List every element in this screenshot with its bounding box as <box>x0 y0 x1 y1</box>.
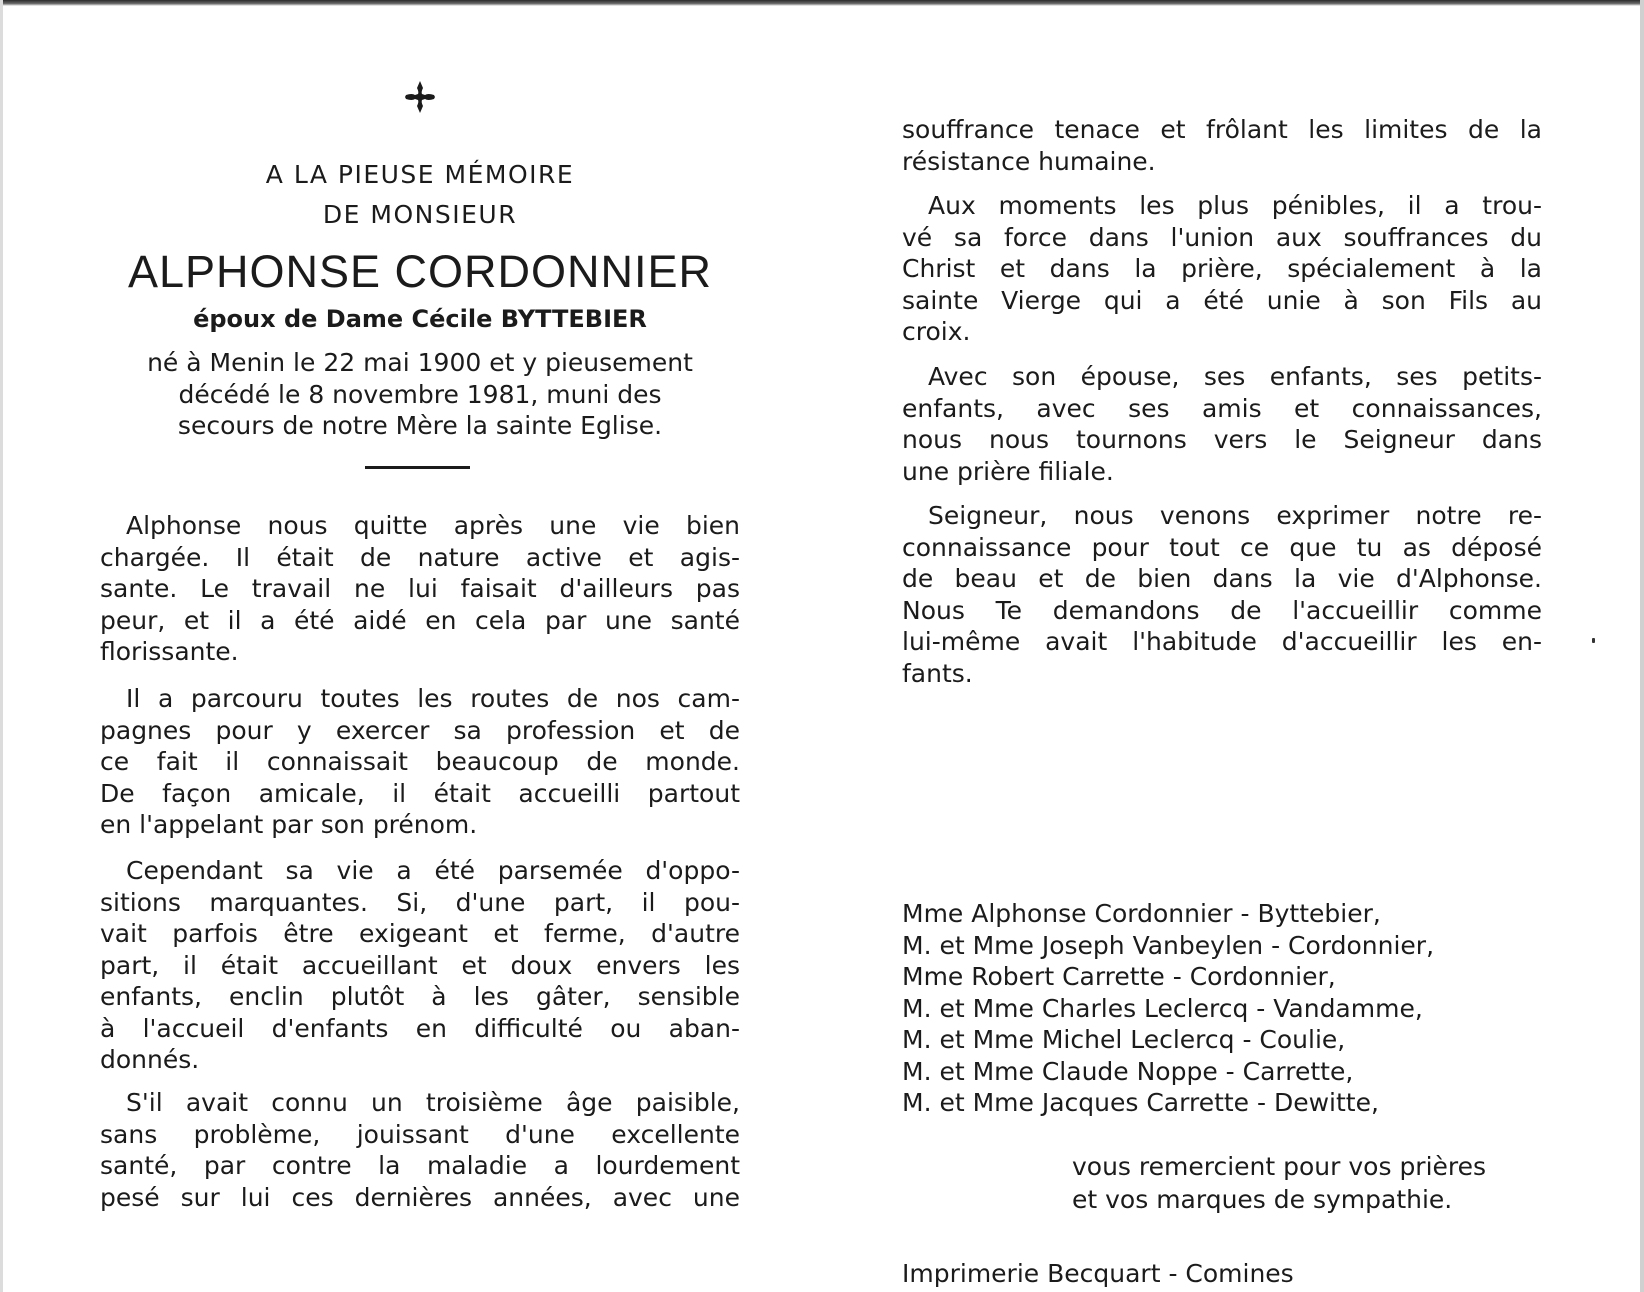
divider <box>365 466 470 469</box>
card-left-edge <box>0 0 3 1292</box>
text-line: nous nous tournons vers le Seigneur dans <box>902 425 1542 454</box>
family-member: M. et Mme Joseph Vanbeylen - Cordonnier, <box>902 930 1435 960</box>
text-line: Avec son épouse, ses enfants, ses petits- <box>928 362 1542 391</box>
text-line: vé sa force dans l'union aux souffrances du <box>902 222 1542 252</box>
text-line: donnés. <box>100 1045 200 1074</box>
text-line: sans problème, jouissant d'une excellente <box>100 1119 740 1149</box>
text-line: santé, par contre la maladie a lourdement <box>100 1151 740 1180</box>
paragraph <box>902 361 1542 487</box>
text-line: en l'appelant par son prénom. <box>100 810 478 839</box>
text-line: fants. <box>902 658 973 688</box>
text-line: peur, et il a été aidé en cela par une santé <box>100 605 740 635</box>
text-line: vait parfois être exigeant et ferme, d'autre <box>100 919 740 948</box>
text-line: une prière filiale. <box>902 456 1114 486</box>
family-member: M. et Mme Charles Leclercq - Vandamme, <box>902 993 1423 1023</box>
text-line: ce fait il connaissait beaucoup de monde. <box>100 747 740 776</box>
text-line: enfants, avec ses amis et connaissances, <box>902 393 1542 423</box>
family-member: M. et Mme Michel Leclercq - Coulie, <box>902 1025 1346 1054</box>
printer-credit: Imprimerie Becquart - Comines <box>902 1259 1294 1288</box>
spouse-line: époux de Dame Cécile BYTTEBIER <box>193 305 647 333</box>
text-line: sante. Le travail ne lui faisait d'ailleurs pas <box>100 574 740 603</box>
family-member: M. et Mme Jacques Carrette - Dewitte, <box>902 1088 1379 1117</box>
paragraph <box>100 855 740 1076</box>
family-member: Mme Robert Carrette - Cordonnier, <box>902 962 1336 991</box>
paragraph <box>902 190 1542 348</box>
family-member: M. et Mme Claude Noppe - Carrette, <box>902 1056 1354 1086</box>
text-line: vous remercient pour vos prières <box>1072 1152 1487 1181</box>
paragraph <box>902 500 1542 689</box>
text-line: Nous Te demandons de l'accueillir comme <box>902 595 1542 625</box>
text-line: Aux moments les plus pénibles, il a trou- <box>928 191 1542 220</box>
memorial-subheading: DE MONSIEUR <box>322 200 518 229</box>
right-page <box>902 0 1542 1292</box>
cross-icon <box>100 80 740 121</box>
text-line: sainte Vierge qui a été unie à son Fils au <box>902 285 1542 315</box>
text-line: et vos marques de sympathie. <box>1072 1185 1453 1214</box>
text-line: souffrance tenace et frôlant les limites de la <box>902 115 1542 144</box>
text-line: enfants, enclin plutôt à les gâter, sensible <box>100 982 740 1011</box>
text-line: croix. <box>902 317 971 346</box>
card-right-edge <box>1640 0 1644 1292</box>
memorial-heading: A LA PIEUSE MÉMOIRE <box>265 160 575 189</box>
text-line: de beau et de bien dans la vie d'Alphonse. <box>902 564 1542 593</box>
text-line: Cependant sa vie a été parsemée d'oppo- <box>126 856 740 885</box>
text-line: lui-même avait l'habitude d'accueillir les en- <box>902 627 1542 656</box>
thanks-note <box>1072 1150 1486 1216</box>
text-line: Il a parcouru toutes les routes de nos cam- <box>126 684 740 713</box>
paragraph <box>902 114 1542 177</box>
deceased-name: ALPHONSE CORDONNIER <box>127 246 713 297</box>
text-line: pagnes pour y exercer sa profession et de <box>100 715 740 745</box>
text-line: décédé le 8 novembre 1981, muni des <box>178 379 662 409</box>
text-line: connaissance pour tout ce que tu as déposé <box>902 532 1542 562</box>
text-line: pesé sur lui ces dernières années, avec une <box>100 1182 740 1212</box>
text-line: Alphonse nous quitte après une vie bien <box>126 511 740 540</box>
paragraph <box>100 683 740 841</box>
text-line: florissante. <box>100 637 239 666</box>
text-line: sitions marquantes. Si, d'une part, il pou- <box>100 887 740 917</box>
paragraph <box>100 1087 740 1213</box>
text-line: né à Menin le 22 mai 1900 et y pieusement <box>147 348 693 377</box>
text-line: à l'accueil d'enfants en difficulté ou aban- <box>100 1013 740 1043</box>
text-line: Christ et dans la prière, spécialement à la <box>902 254 1542 283</box>
family-list <box>902 898 1434 1119</box>
birth-death-details <box>100 347 740 442</box>
text-line: secours de notre Mère la sainte Eglise. <box>177 411 663 440</box>
text-line: part, il était accueillant et doux envers les <box>100 950 740 980</box>
left-page <box>100 0 740 1292</box>
text-line: résistance humaine. <box>902 146 1156 176</box>
text-line: S'il avait connu un troisième âge paisible, <box>126 1088 740 1117</box>
paper-speck <box>1592 638 1595 643</box>
text-line: chargée. Il était de nature active et agis- <box>100 542 740 572</box>
paragraph <box>100 510 740 668</box>
text-line: De façon amicale, il était accueilli partout <box>100 778 740 808</box>
family-member: Mme Alphonse Cordonnier - Byttebier, <box>902 899 1381 928</box>
text-line: Seigneur, nous venons exprimer notre re- <box>928 501 1542 530</box>
